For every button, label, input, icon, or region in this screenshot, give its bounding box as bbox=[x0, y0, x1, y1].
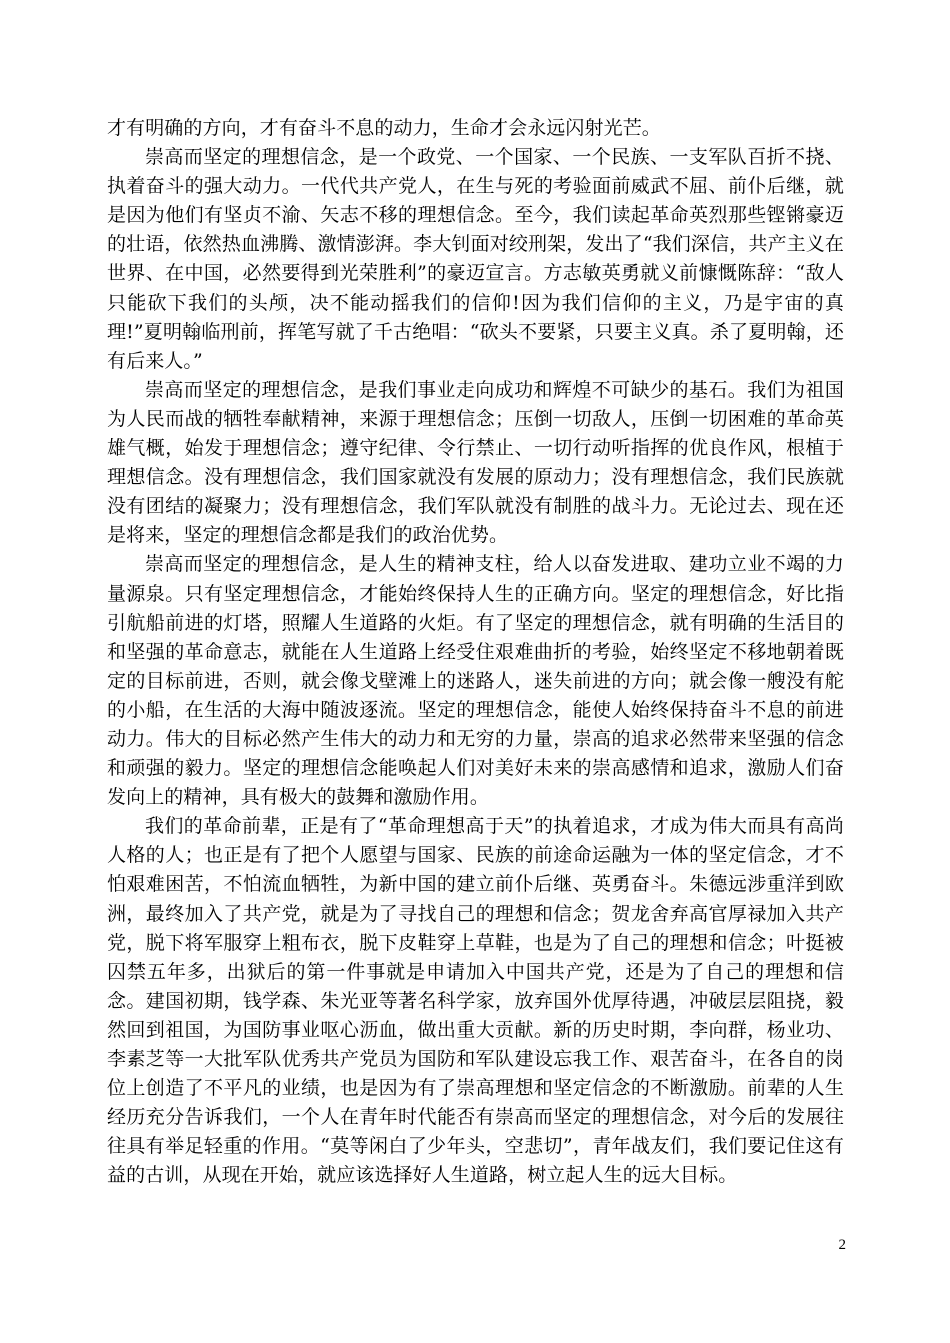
paragraph-continuation: 才有明确的方向，才有奋斗不息的动力，生命才会永远闪射光芒。 bbox=[107, 117, 661, 139]
page-number: 2 bbox=[838, 1237, 846, 1253]
paragraph-cornerstone: 崇高而坚定的理想信念，是我们事业走向成功和辉煌不可缺少的基石。我们为祖国为人民而战的牺牲奉献精神，来源于理想信念；压倒一切敌人，压倒一切困难的革命英雄气概，始发于理想信念；遵守纪律、令行禁止、一切行动听指挥的优良作风，根植于理想信念。没有理想信念，我们国家就没有发展的原动力；没有理想信念，我们民族就没有团结的凝聚力；没有理想信念，我们军队就没有制胜的战斗力。无论过去、现在还是将来，坚定的理想信念都是我们的政治优势。 bbox=[107, 378, 844, 547]
paragraph-political-motivation: 崇高而坚定的理想信念，是一个政党、一个国家、一个民族、一支军队百折不挠、执着奋斗的强大动力。一代代共产党人，在生与死的考验面前威武不屈、前仆后继，就是因为他们有坚贞不渝、矢志不移的理想信念。至今，我们读起革命英烈那些铿锵豪迈的壮语，依然热血沸腾、激情澎湃。李大钊面对绞刑架，发出了“我们深信，共产主义在世界、在中国，必然要得到光荣胜利”的豪迈宣言。方志敏英勇就义前慷慨陈辞：“敌人只能砍下我们的头颅，决不能动摇我们的信仰!因为我们信仰的主义，乃是宇宙的真理!”夏明翰临刑前，挥笔写就了千古绝唱：“砍头不要紧，只要主义真。杀了夏明翰，还有后来人。” bbox=[107, 146, 844, 372]
paragraph-revolutionary-predecessors: 我们的革命前辈，正是有了“革命理想高于天”的执着追求，才成为伟大而具有高尚人格的人；也正是有了把个人愿望与国家、民族的前途命运融为一体的坚定信念，才不怕艰难困苦，不怕流血牺牲，为新中国的建立前仆后继、英勇奋斗。朱德远涉重洋到欧洲，最终加入了共产党，就是为了寻找自己的理想和信念；贺龙舍弃高官厚禄加入共产党，脱下将军服穿上粗布衣，脱下皮鞋穿上草鞋，也是为了自己的理想和信念；叶挺被囚禁五年多，出狱后的第一件事就是申请加入中国共产党，还是为了自己的理想和信念。建国初期，钱学森、朱光亚等著名科学家，放弃国外优厚待遇，冲破层层阻挠，毅然回到祖国，为国防事业呕心沥血，做出重大贡献。新的历史时期，李向群，杨业功、李素芝等一大批军队优秀共产党员为国防和军队建设忘我工作、艰苦奋斗，在各自的岗位上创造了不平凡的业绩，也是因为有了崇高理想和坚定信念的不断激励。前辈的人生经历充分告诉我们，一个人在青年时代能否有崇高而坚定的理想信念，对今后的发展往往具有举足轻重的作用。“莫等闲白了少年头，空悲切”，青年战友们，我们要记住这有益的古训，从现在开始，就应该选择好人生道路，树立起人生的远大目标。 bbox=[107, 815, 844, 1187]
paragraph-spiritual-pillar: 崇高而坚定的理想信念，是人生的精神支柱，给人以奋发进取、建功立业不竭的力量源泉。只有坚定理想信念，才能始终保持人生的正确方向。坚定的理想信念，好比指引航船前进的灯塔，照耀人生道路的火炬。有了坚定的理想信念，就有明确的生活目的和坚强的革命意志，就能在人生道路上经受住艰难曲折的考验，始终坚定不移地朝着既定的目标前进，否则，就会像戈壁滩上的迷路人，迷失前进的方向；就会像一艘没有舵的小船，在生活的大海中随波逐流。坚定的理想信念，能使人始终保持奋斗不息的前进动力。伟大的目标必然产生伟大的动力和无穷的力量，崇高的追求必然带来坚强的信念和顽强的毅力。坚定的理想信念能唤起人们对美好未来的崇高感情和追求，激励人们奋发向上的精神，具有极大的鼓舞和激励作用。 bbox=[107, 553, 844, 809]
body-text bbox=[107, 114, 844, 1190]
